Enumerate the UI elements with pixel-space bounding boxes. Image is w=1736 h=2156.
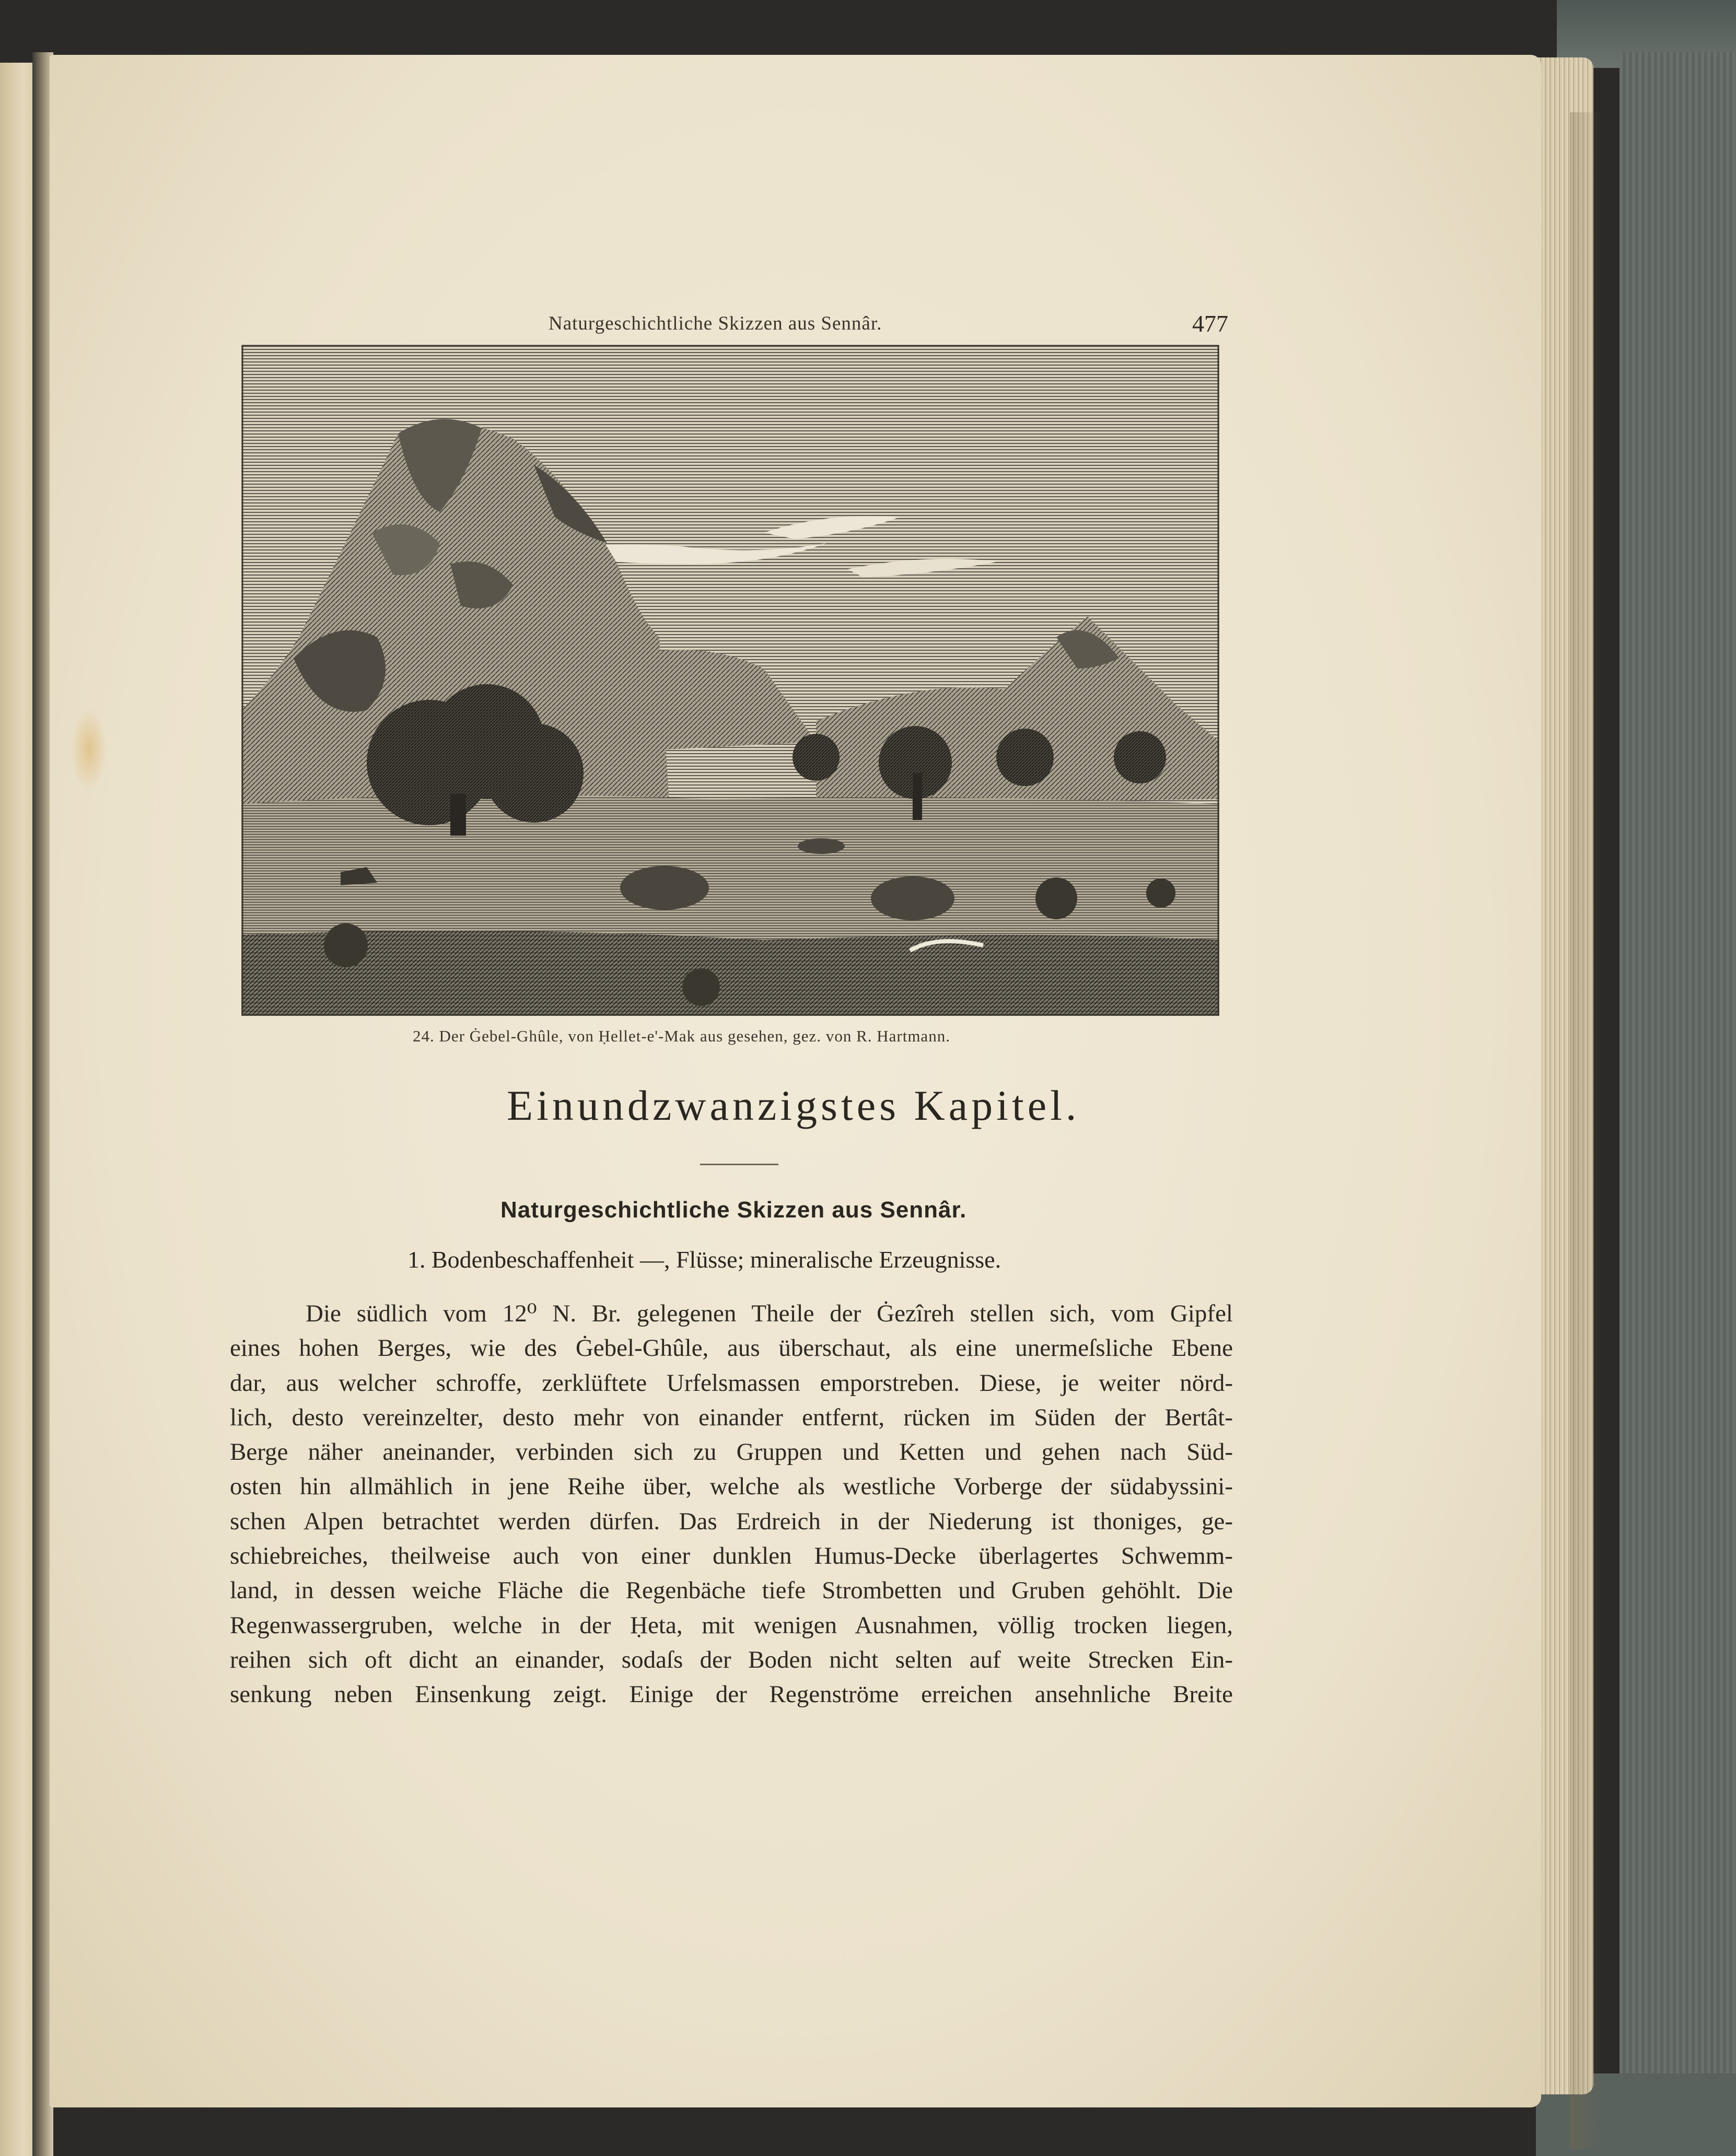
section-heading: Naturgeschichtliche Skizzen aus Sennâr.: [500, 1197, 967, 1223]
body-line: eines hohen Berges, wie des Ġebel-Ghûle, aus überschaut, als eine unermeſsliche Ebene: [230, 1334, 1233, 1362]
body-line: Regenwassergruben, welche in der Ḥeta, mit wenigen Ausnahmen, völlig trocken liegen,: [230, 1611, 1233, 1639]
body-line: Die südlich vom 12⁰ N. Br. gelegenen Theile der Ġezîreh stellen sich, vom Gipfel: [306, 1300, 1233, 1327]
page-edge-shadow: [1570, 112, 1601, 2149]
body-line: Berge näher aneinander, verbinden sich zu Gruppen und Ketten und gehen nach Süd-: [230, 1438, 1233, 1466]
running-head: Naturgeschichtliche Skizzen aus Sennâr.: [549, 313, 882, 334]
body-line: osten hin allmählich in jene Reihe über, welche als westliche Vorberge der südabyssini-: [230, 1473, 1233, 1501]
body-line: schiebreiches, theilweise auch von einer dunklen Humus-Decke überlagertes Schwemm-: [230, 1542, 1233, 1570]
body-line: lich, desto vereinzelter, desto mehr von einander entfernt, rücken im Süden der Bertât-: [230, 1403, 1233, 1431]
body-line: reihen sich oft dicht an einander, sodaſs der Boden nicht selten auf weite Strecken Ein-: [230, 1646, 1233, 1673]
paper-stain: [71, 708, 107, 791]
engraving-landscape-image: [241, 345, 1219, 1016]
book-cover-spine-cloth: [1620, 52, 1736, 2156]
body-line: land, in dessen weiche Fläche die Regenbäche tiefe Strombetten und Gruben gehöhlt. Die: [230, 1577, 1233, 1604]
body-line: schen Alpen betrachtet werden dürfen. Das Erdreich in der Niederung ist thoniges, ge-: [230, 1507, 1233, 1535]
engraving-illustration: [241, 345, 1219, 1016]
body-paragraph: [230, 1296, 1233, 1712]
subsection-heading: 1. Bodenbeschaffenheit —, Flüsse; mineralische Erzeugnisse.: [407, 1246, 1001, 1273]
chapter-title: Einundzwanzigstes Kapitel.: [507, 1082, 1080, 1129]
body-line: senkung neben Einsenkung zeigt. Einige der Regenströme erreichen ansehnliche Breite: [230, 1681, 1233, 1708]
figure-caption: 24. Der Ġebel-Ghûle, von Ḥellet-e'-Mak aus gesehen, gez. von R. Hartmann.: [413, 1027, 950, 1045]
page-number: 477: [1192, 310, 1228, 337]
chapter-divider-rule: [700, 1164, 778, 1165]
body-line: dar, aus welcher schroffe, zerklüftete Urfelsmassen emporstreben. Diese, je weiter nörd-: [230, 1369, 1233, 1397]
